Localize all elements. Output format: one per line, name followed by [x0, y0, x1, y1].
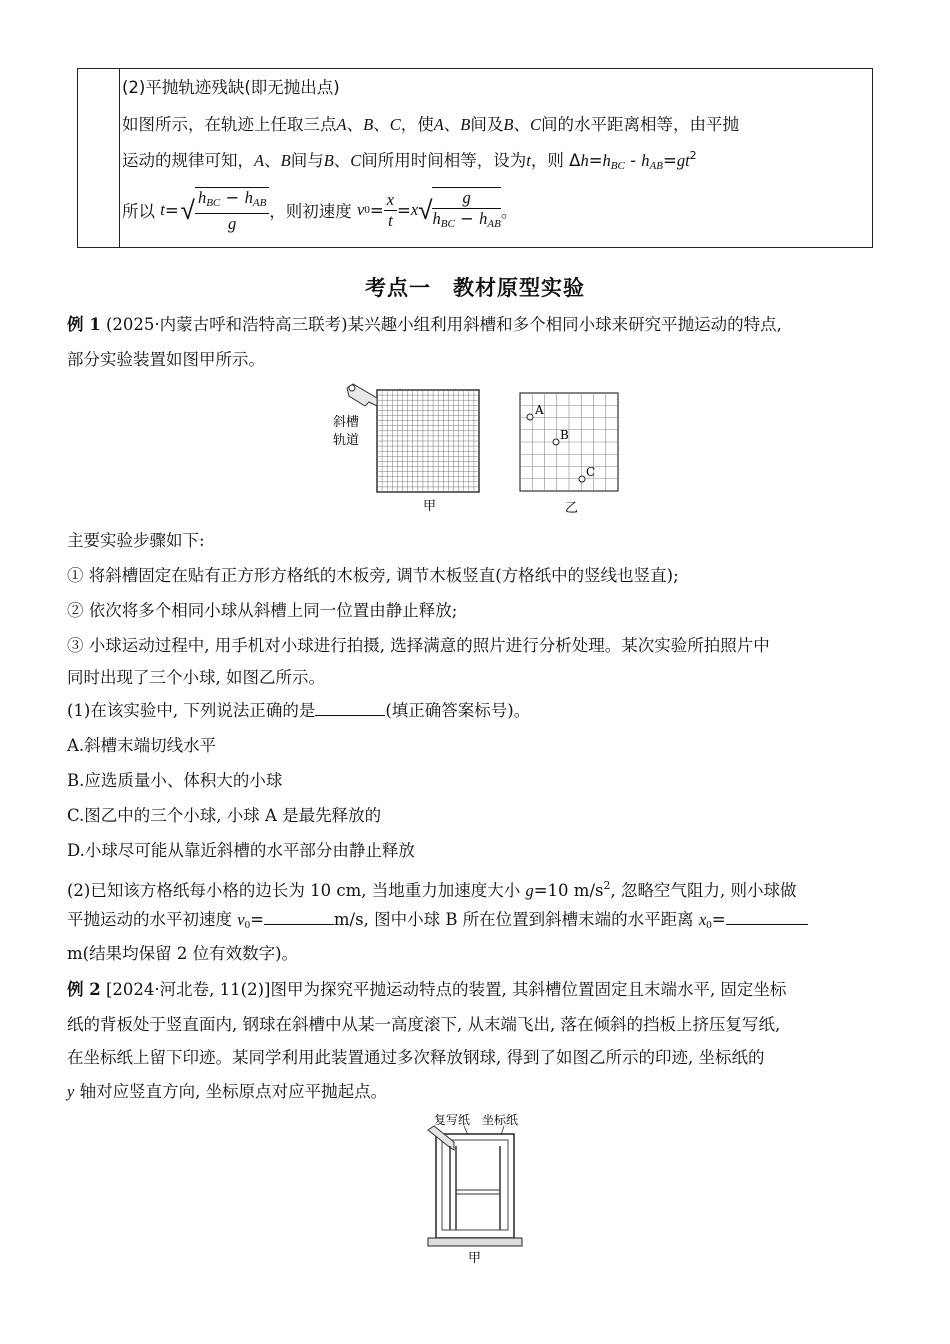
box-divider	[119, 69, 120, 247]
fig-caption-yi: 乙	[565, 501, 579, 516]
fraction-1: $\frac{h_{BC} - h_{AB}}{g}$	[195, 188, 269, 234]
base	[428, 1238, 522, 1246]
option-d: D.小球尽可能从靠近斜槽的水平部分由静止释放	[67, 841, 415, 860]
label-carbon-paper: 复写纸	[434, 1113, 471, 1127]
coordinate-paper	[442, 1140, 508, 1230]
chute-label-1: 斜槽	[333, 415, 360, 430]
point-b	[553, 439, 559, 445]
sqrt-sign-2: √	[418, 195, 433, 226]
point-c	[579, 476, 585, 482]
step-1: ① 将斜槽固定在贴有正方形方格纸的木板旁, 调节木板竖直(方格纸中的竖线也竖直);	[67, 566, 679, 585]
answer-blank-v0[interactable]	[264, 910, 334, 925]
step-3a: ③ 小球运动过程中, 用手机对小球进行拍摄, 选择满意的照片进行分析处理。某次实验所拍照片中	[67, 636, 770, 655]
question-2-line-3: m(结果均保留 2 位有效数字)。	[67, 944, 299, 963]
box-title: (2)平抛轨迹残缺(即无抛出点)	[122, 78, 340, 97]
figure-ex2-apparatus	[420, 1110, 540, 1268]
chute-label-2: 轨道	[333, 433, 360, 448]
question-2-line-2: 平抛运动的水平初速度 $v_0= m/s$, 图中小球 B 所在位置到斜槽末端的水平距离 $x_0=$	[67, 910, 808, 935]
sqrt-1	[195, 187, 269, 234]
fraction-2: $\frac{g}{h_{BC} - h_{AB}}$	[432, 187, 501, 230]
step-2: ② 依次将多个相同小球从斜槽上同一位置由静止释放;	[67, 601, 458, 620]
point-a	[527, 414, 533, 420]
answer-blank-1[interactable]	[315, 701, 385, 716]
question-1: (1)在该实验中, 下列说法正确的是 (填正确答案标号)。	[67, 701, 531, 720]
fig-caption-ex2: 甲	[468, 1251, 482, 1266]
section-heading: 考点一 教材原型实验	[365, 276, 585, 300]
ex2-line-2: 纸的背板处于竖直面内, 钢球在斜槽中从某一高度滚下, 从末端飞出, 落在倾斜的挡板上挤压复写纸,	[67, 1015, 781, 1034]
fraction-x-over-t: $\frac{x}{t}$	[384, 190, 397, 231]
box-line-1: 如图所示，在轨迹上任取三点A、B、C，使A、B间及B、C间的水平距离相等，由平抛	[122, 115, 739, 134]
point-b-label: B	[560, 428, 569, 442]
fig-caption-jia: 甲	[423, 499, 437, 514]
point-c-label: C	[586, 465, 596, 479]
answer-blank-x0[interactable]	[726, 910, 808, 925]
option-b: B.应选质量小、体积大的小球	[67, 771, 283, 790]
question-2-line-1: (2)已知该方格纸每小格的边长为 10 cm, 当地重力加速度大小 g=10 $m/s^2$, 忽略空气阻力, 则小球做	[67, 879, 797, 900]
ex2-line-3: 在坐标纸上留下印迹。某同学利用此装置通过多次释放钢球, 得到了如图乙所示的印迹, 坐标纸的	[67, 1048, 765, 1067]
option-c: C.图乙中的三个小球, 小球 A 是最先释放的	[67, 806, 382, 825]
ex2-line-4: y 轴对应竖直方向, 坐标原点对应平抛起点。	[67, 1082, 388, 1101]
ex1-line-1: 例 1 (2025·内蒙古呼和浩特高三联考)某兴趣小组利用斜槽和多个相同小球来研究平抛运动的特点,	[67, 315, 782, 334]
sqrt-sign: √	[180, 195, 195, 226]
ex2-line-1: 例 2 [2024·河北卷, 11(2)]图甲为探究平抛运动特点的装置, 其斜槽位置固定且末端水平, 固定坐标	[67, 980, 787, 999]
point-a-label: A	[535, 403, 544, 417]
ball-icon	[349, 385, 355, 391]
ex1-line-2: 部分实验装置如图甲所示。	[67, 350, 265, 369]
steps-title: 主要实验步骤如下:	[67, 531, 205, 550]
option-a: A.斜槽末端切线水平	[67, 736, 217, 755]
grid-board	[377, 390, 479, 492]
box-line-2: 运动的规律可知，A、B间与B、C间所用时间相等，设为t，则 $\Delta h=h_{BC} - h_{AB}=gt^2$	[122, 149, 697, 172]
figure-yi-points	[515, 390, 625, 520]
label-coordinate-paper: 坐标纸	[482, 1113, 519, 1127]
step-3b: 同时出现了三个小球, 如图乙所示。	[67, 668, 325, 687]
sqrt-2	[432, 187, 500, 234]
figure-jia-chute-grid	[325, 378, 485, 518]
box-line-3: 所以 t = √ $\frac{h_{BC} - h_{AB}}{g}$ ，则初速度 v 0 = $\frac{x}{t}$ = x √ $\frac{g}{h_{BC} - h_{AB}}$ 。	[122, 187, 518, 233]
